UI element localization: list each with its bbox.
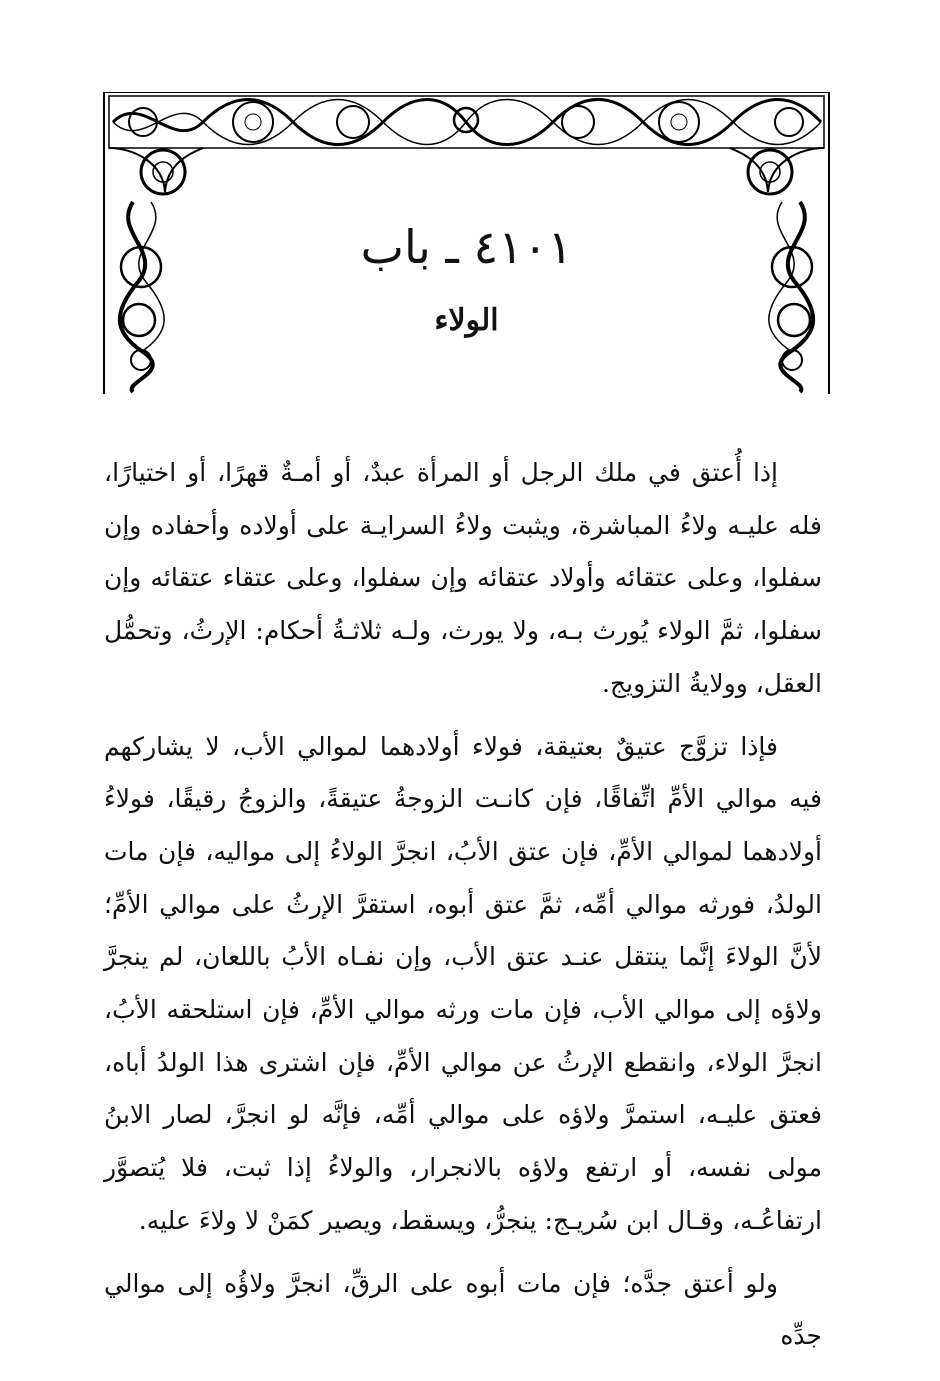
chapter-number: ٤١٠١ ـ باب bbox=[360, 220, 573, 274]
chapter-title: الولاء bbox=[434, 303, 499, 338]
paragraph: إذا أُعتق في ملك الرجل أو المرأة عبدٌ، أو أمـةٌ قهرًا، أو اختيارًا، فله عليـه ولاءُ المباشرة، ويثبت ولاءُ السرايـة على أولاده وأحفاده وإن سفلوا، وعلى عتقائه وأولاد عتقائه وإن سفلوا، وعلى عتقاء عتقائه وإن سفلوا، ثمَّ الولاء يُورث بـه، ولا يورث، ولـه ثلاثـةُ أحكام: الإرثُ، وتحمُّل العقل، وولايةُ التزويج. bbox=[104, 458, 822, 698]
body-text bbox=[104, 447, 822, 1363]
paragraph: ولو أعتق جدَّه؛ فإن مات أبوه على الرقِّ، انجرَّ ولاؤُه إلى موالي جدِّه bbox=[104, 1268, 822, 1351]
paragraph: فإذا تزوَّج عتيقٌ بعتيقة، فولاء أولادهما لموالي الأب، لا يشاركهم فيه موالي الأمِّ اتِّفاقًا، فإن كانـت الزوجةُ عتيقةً، والزوجُ رقيقًا، فولاءُ أولادهما لموالي الأمِّ، فإن عتق الأبُ، انجرَّ الولاءُ إلى مواليه، فإن مات الولدُ، فورثه موالي أمِّه، ثمَّ عتق أبوه، استقرَّ الإرثُ على موالي الأمِّ؛ لأنَّ الولاءَ إنَّما ينتقل عنـد عتق الأب، وإن نفـاه الأبُ باللعان، لم ينجرَّ ولاؤه إلى موالي الأب، فإن مات ورثه موالي الأمِّ، فإن استلحقه الأبُ، انجرَّ الولاء، وانقطع الإرثُ عن موالي الأمِّ، فإن اشترى هذا الولدُ أباه، فعتق عليـه، استمرَّ ولاؤه على موالي أمِّه، فإنَّه لو انجرَّ، لصار الابنُ مولى نفسه، أو ارتفع ولاؤه بالانجرار، والولاءُ إذا ثبت، فلا يُتصوَّر ارتفاعُـه، وقـال ابن سُريـج: ينجرُّ، ويسقط، ويصير كمَنْ لا ولاءَ عليه. bbox=[104, 731, 822, 1235]
